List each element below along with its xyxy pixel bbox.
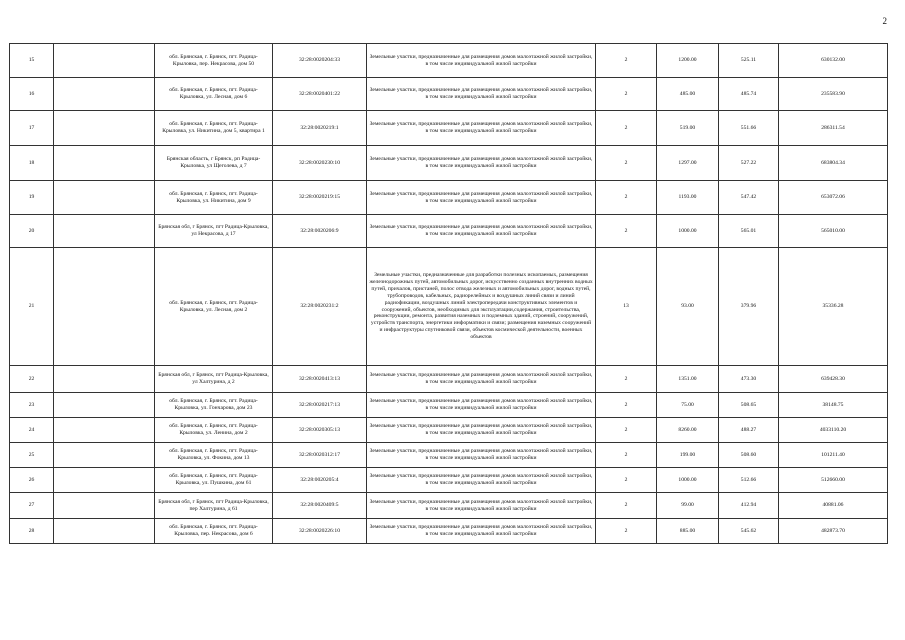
area-cell: 199.00 — [657, 443, 719, 468]
table-row — [10, 493, 888, 519]
row-number-cell: 21 — [10, 248, 54, 366]
land-use-cell: Земельные участки, предназначенные для размещения домов малоэтажной жилой застройки, в том числе индивидуальной жилой застройки — [367, 393, 596, 418]
land-use-cell: Земельные участки, предназначенные для размещения домов малоэтажной жилой застройки, в том числе индивидуальной жилой застройки — [367, 146, 596, 181]
row-number-cell: 17 — [10, 111, 54, 146]
empty-cell — [54, 418, 155, 443]
specific-value-cell: 512.66 — [719, 468, 779, 493]
address-cell: Брянская область, г Брянск, рп Радица-Крыловка, ул Щеголева, д 7 — [155, 146, 273, 181]
row-number-cell: 27 — [10, 493, 54, 519]
row-number-cell: 15 — [10, 44, 54, 78]
area-cell: 519.00 — [657, 111, 719, 146]
area-cell: 1297.00 — [657, 146, 719, 181]
area-cell: 1000.00 — [657, 468, 719, 493]
table-row — [10, 519, 888, 544]
address-cell: обл. Брянская, г. Брянск, пгт. Радица-Крыловка, пер. Некрасова, дом 6 — [155, 519, 273, 544]
table-body — [10, 44, 888, 544]
land-use-cell: Земельные участки, предназначенные для размещения домов малоэтажной жилой застройки, в том числе индивидуальной жилой застройки — [367, 181, 596, 215]
group-number-cell: 13 — [596, 248, 657, 366]
land-use-cell: Земельные участки, предназначенные для размещения домов малоэтажной жилой застройки, в том числе индивидуальной жилой застройки — [367, 418, 596, 443]
area-cell: 485.00 — [657, 78, 719, 111]
area-cell: 1351.00 — [657, 366, 719, 393]
cadastral-value-cell: 235583.90 — [779, 78, 888, 111]
land-use-cell: Земельные участки, предназначенные для размещения домов малоэтажной жилой застройки, в том числе индивидуальной жилой застройки — [367, 215, 596, 248]
specific-value-cell: 485.74 — [719, 78, 779, 111]
address-cell: обл. Брянская, г. Брянск, пгт. Радица-Крыловка, ул. Пушкина, дом 61 — [155, 468, 273, 493]
cadastral-number-cell: 32:28:0020413:13 — [273, 366, 367, 393]
row-number-cell: 19 — [10, 181, 54, 215]
address-cell: обл. Брянская, г. Брянск, пгт. Радица-Крыловка, ул. Гончарова, дом 23 — [155, 393, 273, 418]
cadastral-value-cell: 512660.00 — [779, 468, 888, 493]
row-number-cell: 16 — [10, 78, 54, 111]
group-number-cell: 2 — [596, 215, 657, 248]
cadastral-value-cell: 630132.00 — [779, 44, 888, 78]
cadastral-number-cell: 32:28:0020204:33 — [273, 44, 367, 78]
specific-value-cell: 547.42 — [719, 181, 779, 215]
cadastral-value-cell: 683804.34 — [779, 146, 888, 181]
cadastral-number-cell: 32:28:0020401:22 — [273, 78, 367, 111]
empty-cell — [54, 493, 155, 519]
empty-cell — [54, 111, 155, 146]
cadastral-value-cell: 286311.54 — [779, 111, 888, 146]
table-row — [10, 215, 888, 248]
table-row — [10, 468, 888, 493]
address-cell: обл. Брянская, г. Брянск, пгт. Радица-Крыловка, ул. Лесная, дом 2 — [155, 248, 273, 366]
address-cell: обл. Брянская, г. Брянск, пгт. Радица-Крыловка, ул. Фокина, дом 13 — [155, 443, 273, 468]
specific-value-cell: 508.65 — [719, 393, 779, 418]
specific-value-cell: 412.94 — [719, 493, 779, 519]
table-row — [10, 366, 888, 393]
area-cell: 75.00 — [657, 393, 719, 418]
table-row — [10, 111, 888, 146]
row-number-cell: 23 — [10, 393, 54, 418]
land-use-cell: Земельные участки, предназначенные для размещения домов малоэтажной жилой застройки, в том числе индивидуальной жилой застройки — [367, 78, 596, 111]
group-number-cell: 2 — [596, 111, 657, 146]
group-number-cell: 2 — [596, 418, 657, 443]
cadastral-value-cell: 4033110.20 — [779, 418, 888, 443]
cadastral-value-cell: 101211.40 — [779, 443, 888, 468]
cadastral-value-cell: 38148.75 — [779, 393, 888, 418]
row-number-cell: 26 — [10, 468, 54, 493]
empty-cell — [54, 366, 155, 393]
cadastral-number-cell: 32:28:0020205:4 — [273, 468, 367, 493]
empty-cell — [54, 146, 155, 181]
table-row — [10, 443, 888, 468]
land-use-cell: Земельные участки, предназначенные для размещения домов малоэтажной жилой застройки, в том числе индивидуальной жилой застройки — [367, 44, 596, 78]
specific-value-cell: 473.30 — [719, 366, 779, 393]
cadastral-number-cell: 32:28:0020217:13 — [273, 393, 367, 418]
group-number-cell: 2 — [596, 393, 657, 418]
page-number: 2 — [882, 16, 887, 26]
cadastral-number-cell: 32:28:0020305:13 — [273, 418, 367, 443]
address-cell: обл. Брянская, г. Брянск, пгт. Радица-Крыловка, ул. Никитина, дом 5, квартира 1 — [155, 111, 273, 146]
specific-value-cell: 525.11 — [719, 44, 779, 78]
row-number-cell: 25 — [10, 443, 54, 468]
specific-value-cell: 508.60 — [719, 443, 779, 468]
empty-cell — [54, 78, 155, 111]
empty-cell — [54, 443, 155, 468]
area-cell: 99.00 — [657, 493, 719, 519]
specific-value-cell: 545.62 — [719, 519, 779, 544]
cadastral-value-cell: 565010.00 — [779, 215, 888, 248]
address-cell: обл. Брянская, г. Брянск, пгт. Радица-Крыловка, ул. Лесная, дом 6 — [155, 78, 273, 111]
specific-value-cell: 488.27 — [719, 418, 779, 443]
cadastral-number-cell: 32:28:0020230:10 — [273, 146, 367, 181]
area-cell: 1193.00 — [657, 181, 719, 215]
cadastral-value-cell: 639428.30 — [779, 366, 888, 393]
row-number-cell: 28 — [10, 519, 54, 544]
empty-cell — [54, 181, 155, 215]
cadastral-value-cell: 653072.06 — [779, 181, 888, 215]
row-number-cell: 22 — [10, 366, 54, 393]
row-number-cell: 24 — [10, 418, 54, 443]
land-use-cell: Земельные участки, предназначенные для размещения домов малоэтажной жилой застройки, в том числе индивидуальной жилой застройки — [367, 366, 596, 393]
land-use-cell: Земельные участки, предназначенные для размещения домов малоэтажной жилой застройки, в том числе индивидуальной жилой застройки — [367, 111, 596, 146]
group-number-cell: 2 — [596, 146, 657, 181]
group-number-cell: 2 — [596, 366, 657, 393]
specific-value-cell: 379.96 — [719, 248, 779, 366]
group-number-cell: 2 — [596, 493, 657, 519]
table-row — [10, 44, 888, 78]
area-cell: 93.00 — [657, 248, 719, 366]
table-row — [10, 418, 888, 443]
specific-value-cell: 527.22 — [719, 146, 779, 181]
row-number-cell: 20 — [10, 215, 54, 248]
row-number-cell: 18 — [10, 146, 54, 181]
address-cell: обл. Брянская, г. Брянск, пгт. Радица-Крыловка, ул. Ленина, дом 2 — [155, 418, 273, 443]
empty-cell — [54, 393, 155, 418]
empty-cell — [54, 215, 155, 248]
cadastral-value-cell: 35336.28 — [779, 248, 888, 366]
group-number-cell: 2 — [596, 468, 657, 493]
group-number-cell: 2 — [596, 78, 657, 111]
address-cell: Брянская обл, г Брянск, пгт Радица-Крыловка, ул Некрасова, д 17 — [155, 215, 273, 248]
cadastral-number-cell: 32:28:0020226:10 — [273, 519, 367, 544]
cadastral-value-cell: 40881.06 — [779, 493, 888, 519]
address-cell: Брянская обл, г Брянск, пгт Радица-Крыловка, ул Халтурина, д 2 — [155, 366, 273, 393]
land-use-cell: Земельные участки, предназначенные для разработки полезных ископаемых, размещения железнодорожных путей, автомобильных дорог, искусственно созданных внутренних водных путей, причалов, пристаней, полос отвода железных и автомобильных дорог, водных путей, трубопроводов, кабельных, радиорелейных и воздушных линий связи и линий радиофикации, воздушных линий электропередачи конструктивных элементов и сооружений, объектов, необходимых для эксплуатации,содержания, строительства, реконструкции, ремонта, развития наземных и подземных зданий, строений, сооружений, устройств транспорта, энергетики информатики и связи; размещения наземных сооружений и инфраструктуры спутниковой связи, объектов космической деятельности, военных объектов — [367, 248, 596, 366]
address-cell: обл. Брянская, г. Брянск, пгт. Радица-Крыловка, ул. Никитина, дом 9 — [155, 181, 273, 215]
area-cell: 1000.00 — [657, 215, 719, 248]
address-cell: Брянская обл, г Брянск, пгт Радица-Крыловка, пер Халтурина, д 61 — [155, 493, 273, 519]
area-cell: 885.00 — [657, 519, 719, 544]
group-number-cell: 2 — [596, 44, 657, 78]
area-cell: 8260.00 — [657, 418, 719, 443]
cadastral-value-table — [9, 43, 888, 544]
group-number-cell: 2 — [596, 443, 657, 468]
specific-value-cell: 551.66 — [719, 111, 779, 146]
empty-cell — [54, 44, 155, 78]
cadastral-number-cell: 32:28:0020206:9 — [273, 215, 367, 248]
specific-value-cell: 565.01 — [719, 215, 779, 248]
group-number-cell: 2 — [596, 519, 657, 544]
table-row — [10, 393, 888, 418]
cadastral-value-cell: 482873.70 — [779, 519, 888, 544]
empty-cell — [54, 248, 155, 366]
land-use-cell: Земельные участки, предназначенные для размещения домов малоэтажной жилой застройки, в том числе индивидуальной жилой застройки — [367, 493, 596, 519]
land-use-cell: Земельные участки, предназначенные для размещения домов малоэтажной жилой застройки, в том числе индивидуальной жилой застройки — [367, 443, 596, 468]
cadastral-number-cell: 32:28:0020219:15 — [273, 181, 367, 215]
cadastral-number-cell: 32:28:0020409:5 — [273, 493, 367, 519]
empty-cell — [54, 519, 155, 544]
cadastral-number-cell: 32:28:0020219:1 — [273, 111, 367, 146]
cadastral-number-cell: 32:28:0020231:2 — [273, 248, 367, 366]
empty-cell — [54, 468, 155, 493]
land-use-cell: Земельные участки, предназначенные для размещения домов малоэтажной жилой застройки, в том числе индивидуальной жилой застройки — [367, 519, 596, 544]
table-row — [10, 146, 888, 181]
group-number-cell: 2 — [596, 181, 657, 215]
table-row — [10, 248, 888, 366]
table-row — [10, 181, 888, 215]
table-row — [10, 78, 888, 111]
cadastral-number-cell: 32:28:0020312:17 — [273, 443, 367, 468]
area-cell: 1200.00 — [657, 44, 719, 78]
land-use-cell: Земельные участки, предназначенные для размещения домов малоэтажной жилой застройки, в том числе индивидуальной жилой застройки — [367, 468, 596, 493]
address-cell: обл. Брянская, г. Брянск, пгт. Радица-Крыловка, пер. Некрасова, дом 50 — [155, 44, 273, 78]
